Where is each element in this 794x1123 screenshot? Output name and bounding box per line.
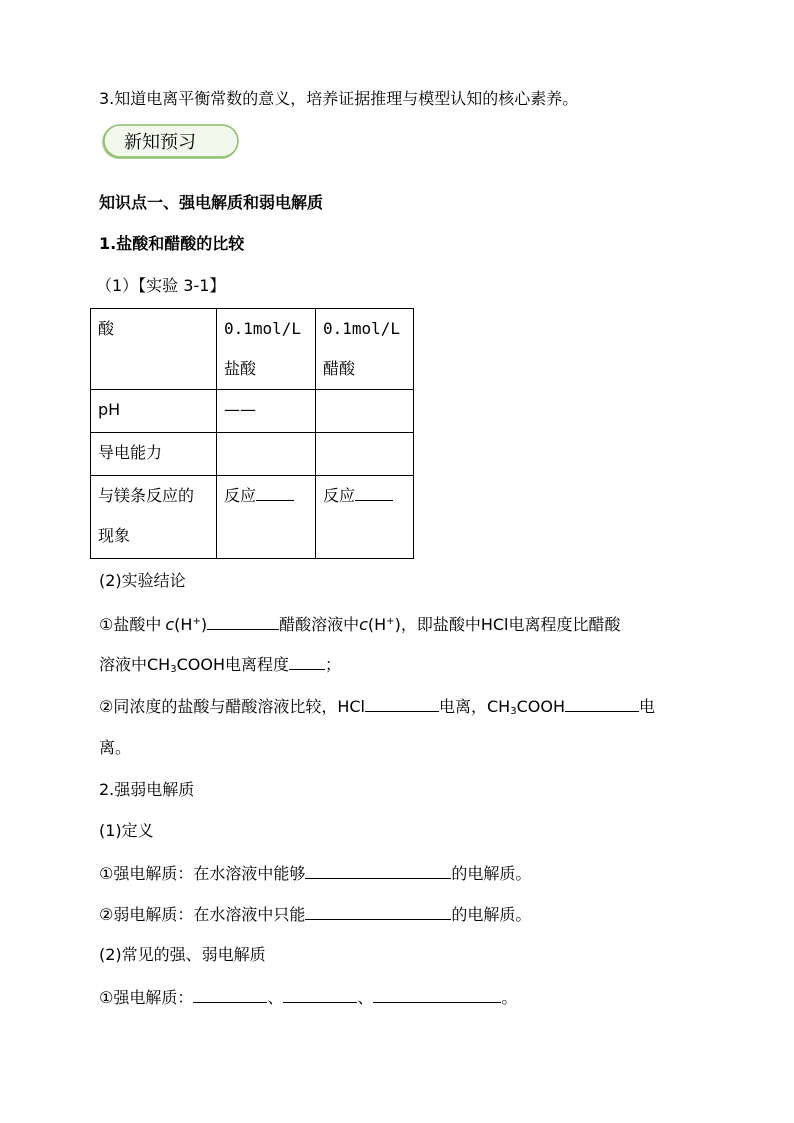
conclusion-1-line2: 溶液中$CH_3COOH$电离程度 ； [99,655,342,675]
row-mg-hcl: 反应 [217,476,316,559]
learning-goal-3: 3.知道电离平衡常数的意义，培养证据推理与模型认知的核心素养。 [99,89,579,108]
header-acetic: 0.1mol/L 醋酸 [316,309,414,390]
answer-blank[interactable] [373,987,501,1003]
banner-label: 新知预习 [124,132,196,153]
answer-blank[interactable] [289,654,325,670]
answer-blank[interactable] [305,904,451,920]
answer-blank[interactable] [305,863,451,879]
row-ph-hcl: —— [217,390,316,433]
row-conductivity-hcl [217,433,316,476]
row-conductivity-acetic [316,433,414,476]
knowledge-point-title: 知识点一、强电解质和弱电解质 [99,193,324,212]
section-title-2: 2.强弱电解质 [99,780,195,799]
answer-blank[interactable] [283,987,357,1003]
answer-blank[interactable] [207,614,279,630]
conclusion-1-line1: ①盐酸中 c(H+) 醋酸溶液中c(H+)，即盐酸中HCl电离程度比醋酸 [99,615,621,634]
table-row [91,433,414,476]
strong-electrolytes: ①强电解质： 、 、 。 [99,988,518,1007]
table-row [91,390,414,433]
experiment-table [90,308,414,559]
definition-weak: ②弱电解质：在水溶液中只能 的电解质。 [99,905,532,924]
row-ph-acetic [316,390,414,433]
common-electrolytes-title: (2)常见的强、弱电解质 [99,945,266,964]
table-row [91,476,414,559]
experiment-title: （1）【实验 3-1】 [96,276,226,295]
answer-blank[interactable] [365,696,439,712]
conclusion-2-line1: ②同浓度的盐酸与醋酸溶液比较，HCl 电离，$CH_3COOH$ 电 [99,697,655,717]
row-mg-label: 与镁条反应的 现象 [91,476,217,559]
definition-title: (1)定义 [99,821,154,840]
answer-blank[interactable] [193,987,267,1003]
row-conductivity-label: 导电能力 [91,433,217,476]
header-hcl: 0.1mol/L 盐酸 [217,309,316,390]
answer-blank[interactable] [565,696,639,712]
section-title-1: 1.盐酸和醋酸的比较 [99,234,245,253]
row-mg-acetic: 反应 [316,476,414,559]
table-row [91,309,414,390]
conclusion-title: (2)实验结论 [99,571,186,590]
header-acid: 酸 [91,309,217,390]
row-ph-label: pH [91,390,217,433]
definition-strong: ①强电解质：在水溶液中能够 的电解质。 [99,864,532,883]
conclusion-2-line2: 离。 [99,738,132,757]
